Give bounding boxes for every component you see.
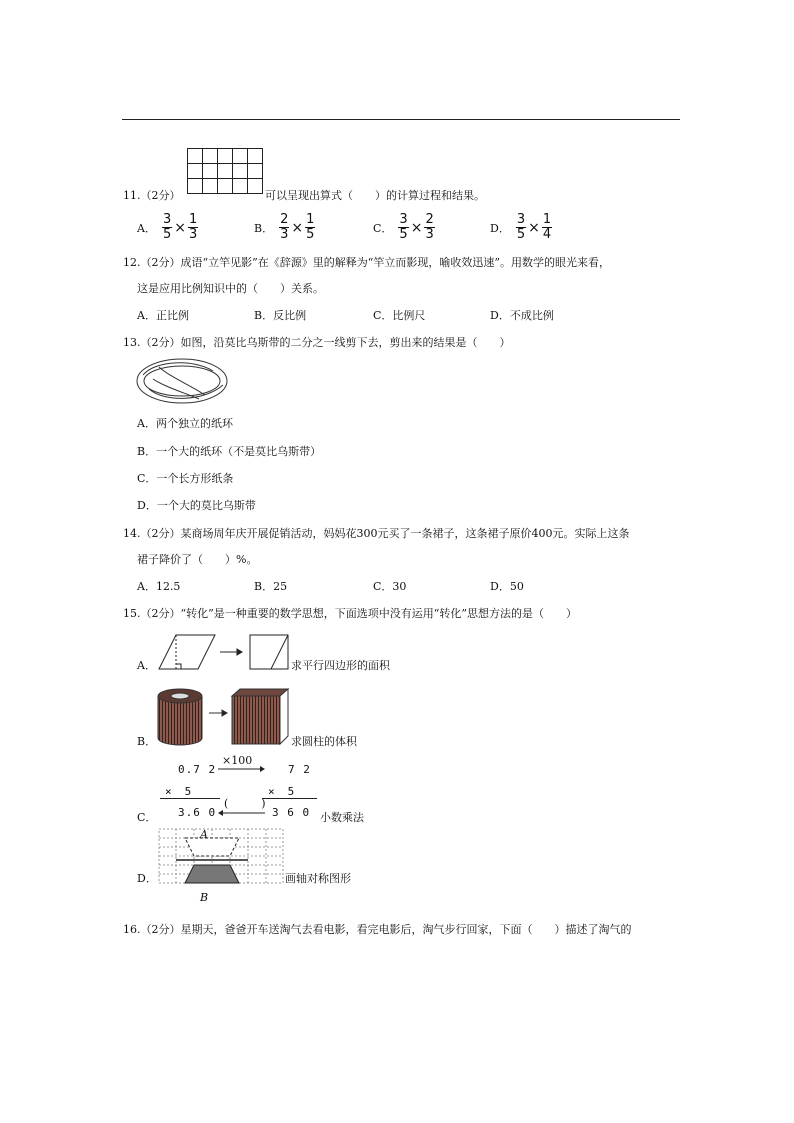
- q11-option-c[interactable]: C． $\frac{3}{5}$ × $\frac{2}{3}$: [373, 212, 434, 242]
- right-multiplier: × 5: [268, 785, 296, 798]
- q15-option-d-label[interactable]: D．: [137, 872, 157, 885]
- q14-option-b[interactable]: B．25: [254, 580, 288, 593]
- grid-figure: [187, 148, 264, 194]
- left-product-rule: [160, 798, 220, 799]
- arrow-label-times-100: ×100: [222, 754, 253, 767]
- q15-option-b-caption: 求圆柱的体积: [291, 735, 357, 748]
- q12-option-c[interactable]: C．比例尺: [373, 309, 426, 322]
- axial-symmetry-figure: [158, 828, 284, 884]
- q15-option-a-label[interactable]: A．: [137, 659, 156, 672]
- parallelogram-to-rectangle-figure: [158, 633, 290, 673]
- q14-option-d[interactable]: D．50: [490, 580, 524, 593]
- q15-option-b-label[interactable]: B．: [137, 735, 157, 748]
- q11-option-d[interactable]: D． $\frac{3}{5}$ × $\frac{1}{4}$: [490, 212, 552, 242]
- left-multiplier: × 5: [165, 785, 193, 798]
- q15-option-c-caption: 小数乘法: [320, 811, 364, 824]
- left-product: 3.6 0: [178, 806, 217, 819]
- question-12-line1: 12.（2分）成语“立竿见影”在《辞源》里的解释为“竿立而影现，喻收效迅速”。用数学的眼光来看，: [123, 256, 610, 269]
- multiply-arrow: [218, 766, 266, 772]
- q11-option-a[interactable]: A． $\frac{3}{5}$ × $\frac{1}{3}$: [137, 212, 198, 242]
- q11-option-b[interactable]: B． $\frac{2}{3}$ × $\frac{1}{5}$: [254, 212, 315, 242]
- right-product-rule: [262, 798, 317, 799]
- right-multiplicand: 7 2: [288, 763, 311, 776]
- q13-option-c[interactable]: C．一个长方形纸条: [137, 472, 234, 485]
- q13-option-d[interactable]: D．一个大的莫比乌斯带: [137, 499, 256, 512]
- q15-option-d-caption: 画轴对称图形: [285, 872, 351, 885]
- question-13-stem: 13.（2分）如图，沿莫比乌斯带的二分之一线剪下去，剪出来的结果是（ ）: [123, 336, 511, 349]
- cylinder-to-cuboid-figure: [156, 686, 292, 746]
- right-product: 3 6 0: [272, 806, 311, 819]
- q12-option-b[interactable]: B．反比例: [254, 309, 307, 322]
- question-15-stem: 15.（2分）“转化”是一种重要的数学思想，下面选项中没有运用“转化”思想方法的是（ ）: [123, 607, 577, 620]
- header-rule: [122, 119, 680, 120]
- left-multiplicand: 0.7 2: [178, 763, 217, 776]
- question-12-line2: 这是应用比例知识中的（ ）关系。: [137, 282, 324, 295]
- question-16-line1: 16.（2分）星期天，爸爸开车送淘气去看电影，看完电影后，淘气步行回家，下面（ ）描述了淘气的: [123, 923, 632, 936]
- q14-option-c[interactable]: C．30: [373, 580, 407, 593]
- q12-option-a[interactable]: A．正比例: [137, 309, 189, 322]
- q13-option-a[interactable]: A．两个独立的纸环: [137, 417, 233, 430]
- blank-parentheses: ( ): [224, 797, 266, 810]
- q15-option-c-label[interactable]: C．: [137, 811, 157, 824]
- point-b-label: B: [200, 891, 209, 904]
- question-11-stem: 可以呈现出算式（ ）的计算过程和结果。: [265, 189, 485, 202]
- divide-arrow: [218, 810, 266, 816]
- question-14-line2: 裙子降价了（ ）%。: [137, 553, 258, 566]
- mobius-strip-figure: [135, 355, 230, 407]
- q15-option-a-caption: 求平行四边形的面积: [291, 659, 390, 672]
- point-a-label: A: [200, 828, 208, 841]
- q14-option-a[interactable]: A．12.5: [137, 580, 181, 593]
- q13-option-b[interactable]: B．一个大的纸环（不是莫比乌斯带）: [137, 445, 322, 458]
- q12-option-d[interactable]: D．不成比例: [490, 309, 554, 322]
- question-14-line1: 14.（2分）某商场周年庆开展促销活动，妈妈花300元买了一条裙子，这条裙子原价400元。实际上这条: [123, 527, 630, 540]
- question-11-number: 11.（2分）: [123, 189, 181, 202]
